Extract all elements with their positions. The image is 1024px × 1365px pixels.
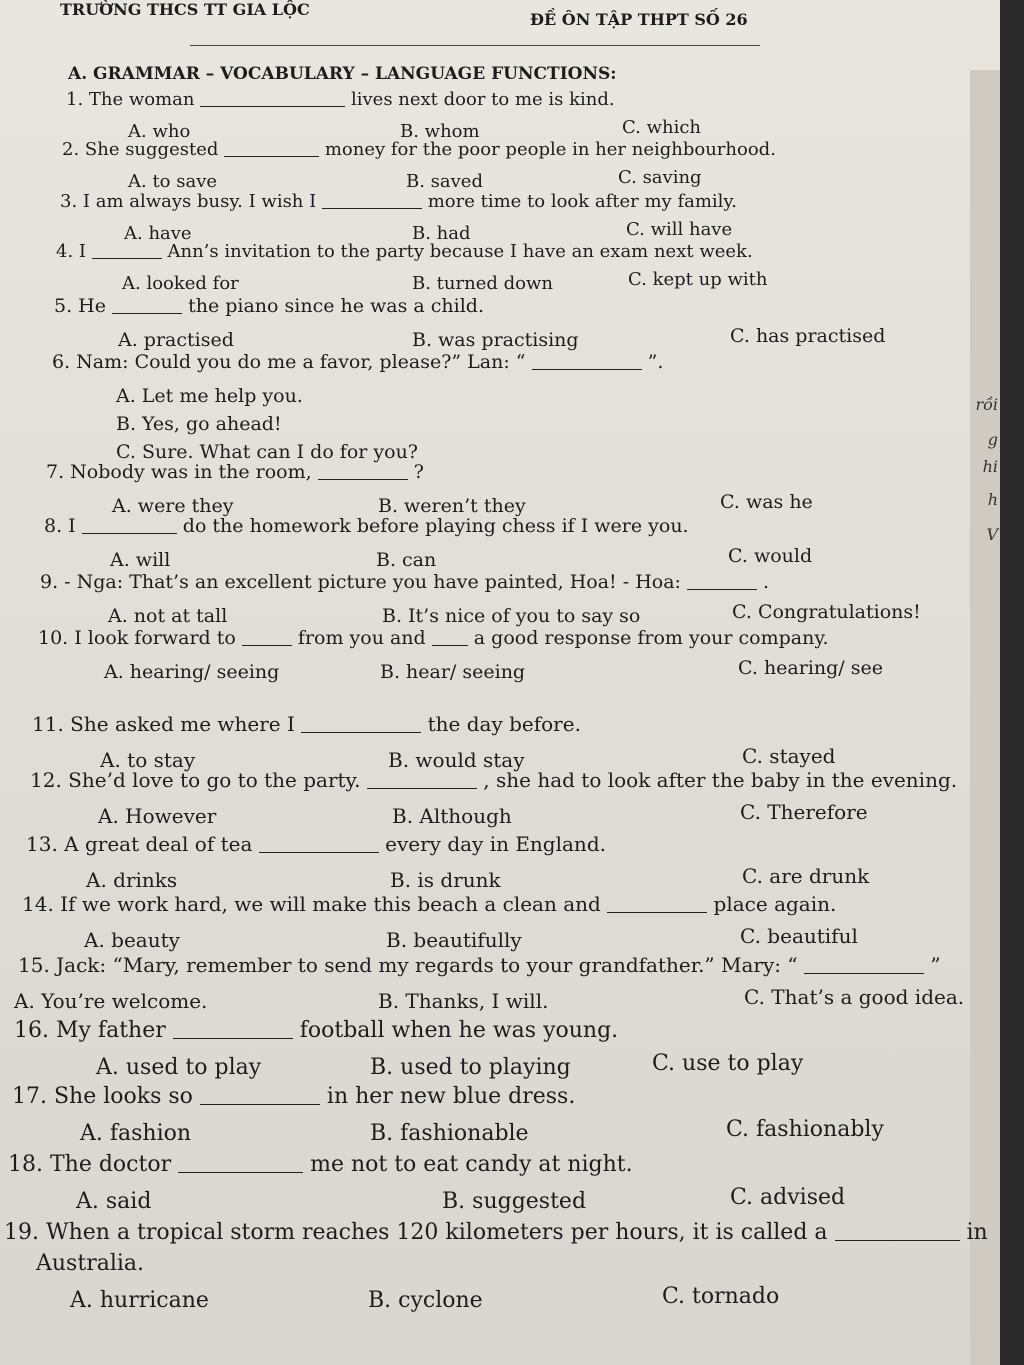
- option-b: B. fashionable: [370, 1121, 529, 1146]
- option-b: B. hear/ seeing: [380, 661, 526, 683]
- question-stem: [54, 294, 484, 317]
- answer-blank[interactable]: [367, 768, 477, 789]
- option-b: B. had: [412, 223, 471, 244]
- answer-blank[interactable]: [178, 1150, 303, 1173]
- stem-text: ”.: [647, 351, 664, 373]
- option-a: A. You’re welcome.: [14, 989, 208, 1013]
- stem-continued: Australia.: [36, 1251, 145, 1276]
- stem-text: 19. When a tropical storm reaches 120 kilometers per hours, it is called a: [4, 1220, 828, 1245]
- option-b: B. is drunk: [390, 868, 501, 892]
- side-note: rồi: [975, 395, 998, 414]
- stem-text: the day before.: [427, 712, 581, 736]
- option-b: B. whom: [400, 121, 480, 142]
- option-a: A. hearing/ seeing: [104, 661, 280, 683]
- option-c: C. hearing/ see: [738, 657, 883, 679]
- question-stem: [26, 832, 606, 856]
- option-b: B. It’s nice of you to say so: [382, 605, 641, 627]
- option-a: A. were they: [112, 495, 234, 517]
- option-c: C. are drunk: [742, 864, 870, 888]
- stem-text: 10. I look forward to: [38, 627, 236, 649]
- header: [40, 0, 960, 40]
- question-stem: [60, 190, 737, 212]
- exam-title: ĐỀ ÔN TẬP THPT SỐ 26: [530, 10, 748, 29]
- stem-text: ”: [930, 953, 941, 977]
- stem-text: football when he was young.: [299, 1018, 619, 1043]
- stem-text: 4. I: [56, 241, 87, 262]
- stem-text: 5. He: [54, 295, 106, 317]
- option-c: C. advised: [730, 1185, 846, 1210]
- stem-text: 1. The woman: [66, 89, 195, 110]
- answer-blank[interactable]: [322, 190, 422, 209]
- question-stem: [38, 626, 829, 649]
- question-stem: [18, 953, 941, 977]
- option-a: A. not at tall: [108, 605, 228, 627]
- stem-text: .: [763, 571, 770, 593]
- stem-text: 13. A great deal of tea: [26, 832, 253, 856]
- option-a: A. will: [110, 549, 171, 571]
- answer-blank[interactable]: [200, 1082, 320, 1105]
- stem-text: 6. Nam: Could you do me a favor, please?” Lan: “: [52, 351, 526, 373]
- answer-blank[interactable]: [835, 1218, 960, 1241]
- school-name: TRƯỜNG THCS TT GIA LỘC: [60, 0, 310, 19]
- option-b: B. turned down: [412, 273, 553, 294]
- answer-blank[interactable]: [301, 712, 421, 733]
- question-stem: [62, 138, 776, 160]
- option-b: B. Thanks, I will.: [378, 989, 549, 1013]
- option-a: A. to stay: [100, 748, 196, 772]
- question-stem: [56, 240, 753, 262]
- stem-text: 15. Jack: “Mary, remember to send my regards to your grandfather.” Mary: “: [18, 953, 798, 977]
- option-b: B. weren’t they: [378, 495, 526, 517]
- option-c: C. was he: [720, 491, 813, 513]
- option-a: A. to save: [128, 171, 218, 192]
- question-stem: [14, 1016, 618, 1043]
- question-stem: [46, 460, 424, 483]
- stem-text: , she had to look after the baby in the evening.: [483, 768, 958, 792]
- side-note: h: [987, 490, 998, 509]
- question-stem: [44, 514, 689, 537]
- stem-text: ?: [413, 461, 424, 483]
- option-a: A. beauty: [84, 928, 180, 952]
- stem-text: 16. My father: [14, 1018, 166, 1043]
- option-a: A. who: [128, 121, 191, 142]
- option-b: B. Although: [392, 804, 512, 828]
- option-a: A. Let me help you.: [116, 385, 303, 407]
- answer-blank[interactable]: [173, 1016, 293, 1039]
- option-b: B. suggested: [442, 1189, 587, 1214]
- stem-text: Ann’s invitation to the party because I have an exam next week.: [167, 241, 753, 262]
- side-note: hi: [982, 457, 998, 476]
- option-c: C. That’s a good idea.: [744, 985, 965, 1009]
- stem-text: a good response from your company.: [473, 627, 829, 649]
- option-b: B. was practising: [412, 329, 579, 351]
- option-c: C. fashionably: [726, 1117, 884, 1142]
- answer-blank[interactable]: [82, 514, 177, 534]
- question-stem: [40, 570, 769, 593]
- stem-text: 7. Nobody was in the room,: [46, 461, 312, 483]
- answer-blank[interactable]: [607, 892, 707, 913]
- option-c: C. would: [728, 545, 813, 567]
- option-c: C. will have: [626, 219, 733, 240]
- option-a: A. looked for: [122, 273, 239, 294]
- option-c: C. stayed: [742, 744, 836, 768]
- question-stem: [66, 88, 615, 110]
- question-stem: [4, 1218, 988, 1245]
- option-b: B. used to playing: [370, 1055, 571, 1080]
- option-c: C. beautiful: [740, 924, 858, 948]
- option-b: B. Yes, go ahead!: [116, 413, 282, 435]
- stem-text: 12. She’d love to go to the party.: [30, 768, 361, 792]
- stem-text: 9. - Nga: That’s an excellent picture you have painted, Hoa! - Hoa:: [40, 571, 681, 593]
- option-c: C. tornado: [662, 1284, 780, 1309]
- option-c: C. has practised: [730, 325, 886, 347]
- stem-text: in: [966, 1220, 988, 1245]
- stem-text: in her new blue dress.: [326, 1084, 576, 1109]
- option-a: A. fashion: [80, 1121, 192, 1146]
- option-c: C. which: [622, 117, 702, 138]
- stem-text: more time to look after my family.: [427, 191, 737, 212]
- stem-text: 18. The doctor: [8, 1152, 172, 1177]
- option-a: A. said: [76, 1189, 152, 1214]
- answer-blank[interactable]: [224, 138, 319, 157]
- option-a: A. drinks: [86, 868, 178, 892]
- option-b: B. beautifully: [386, 928, 522, 952]
- stem-text: the piano since he was a child.: [188, 295, 485, 317]
- option-a: A. hurricane: [70, 1288, 209, 1313]
- option-b: B. cyclone: [368, 1288, 483, 1313]
- question-stem: [22, 892, 836, 916]
- answer-blank[interactable]: [532, 350, 642, 370]
- stem-text: from you and: [297, 627, 426, 649]
- stem-text: 11. She asked me where I: [32, 712, 295, 736]
- answer-blank[interactable]: [804, 953, 924, 974]
- stem-text: every day in England.: [385, 832, 606, 856]
- stem-text: lives next door to me is kind.: [350, 89, 615, 110]
- option-a: A. have: [124, 223, 192, 244]
- answer-blank[interactable]: [112, 294, 182, 314]
- stem-text: money for the poor people in her neighbourhood.: [324, 139, 776, 160]
- stem-text: 14. If we work hard, we will make this beach a clean and: [22, 892, 601, 916]
- option-c: C. saving: [618, 167, 702, 188]
- answer-blank[interactable]: [242, 626, 292, 646]
- answer-blank[interactable]: [687, 570, 757, 590]
- option-c: C. Sure. What can I do for you?: [116, 441, 418, 463]
- stem-text: place again.: [713, 892, 837, 916]
- section-title: A. GRAMMAR – VOCABULARY – LANGUAGE FUNCTIONS:: [68, 64, 617, 84]
- stem-text: 17. She looks so: [12, 1084, 193, 1109]
- option-c: C. use to play: [652, 1051, 804, 1076]
- header-divider: [190, 45, 760, 46]
- stem-text: 8. I: [44, 515, 76, 537]
- stem-text: do the homework before playing chess if I were you.: [182, 515, 689, 537]
- option-a: A. practised: [118, 329, 234, 351]
- answer-blank[interactable]: [200, 88, 345, 107]
- answer-blank[interactable]: [318, 460, 408, 480]
- answer-blank[interactable]: [92, 240, 162, 259]
- answer-blank[interactable]: [432, 626, 468, 646]
- stem-text: 2. She suggested: [62, 139, 219, 160]
- question-stem: [12, 1082, 575, 1109]
- stem-text: 3. I am always busy. I wish I: [60, 191, 317, 212]
- option-a: A. However: [98, 804, 217, 828]
- side-note: V: [986, 525, 998, 544]
- page-edge: [970, 70, 1000, 1365]
- option-a: A. used to play: [96, 1055, 262, 1080]
- option-b: B. would stay: [388, 748, 525, 772]
- question-stem: [32, 712, 581, 736]
- option-b: B. saved: [406, 171, 483, 192]
- stem-text: me not to eat candy at night.: [310, 1152, 633, 1177]
- side-note: g: [987, 430, 998, 449]
- option-b: B. can: [376, 549, 437, 571]
- question-stem: [8, 1150, 633, 1177]
- answer-blank[interactable]: [259, 832, 379, 853]
- option-c: C. Therefore: [740, 800, 868, 824]
- question-stem: [30, 768, 957, 792]
- option-c: C. kept up with: [628, 269, 768, 290]
- question-stem: [52, 350, 663, 373]
- option-c: C. Congratulations!: [732, 601, 921, 623]
